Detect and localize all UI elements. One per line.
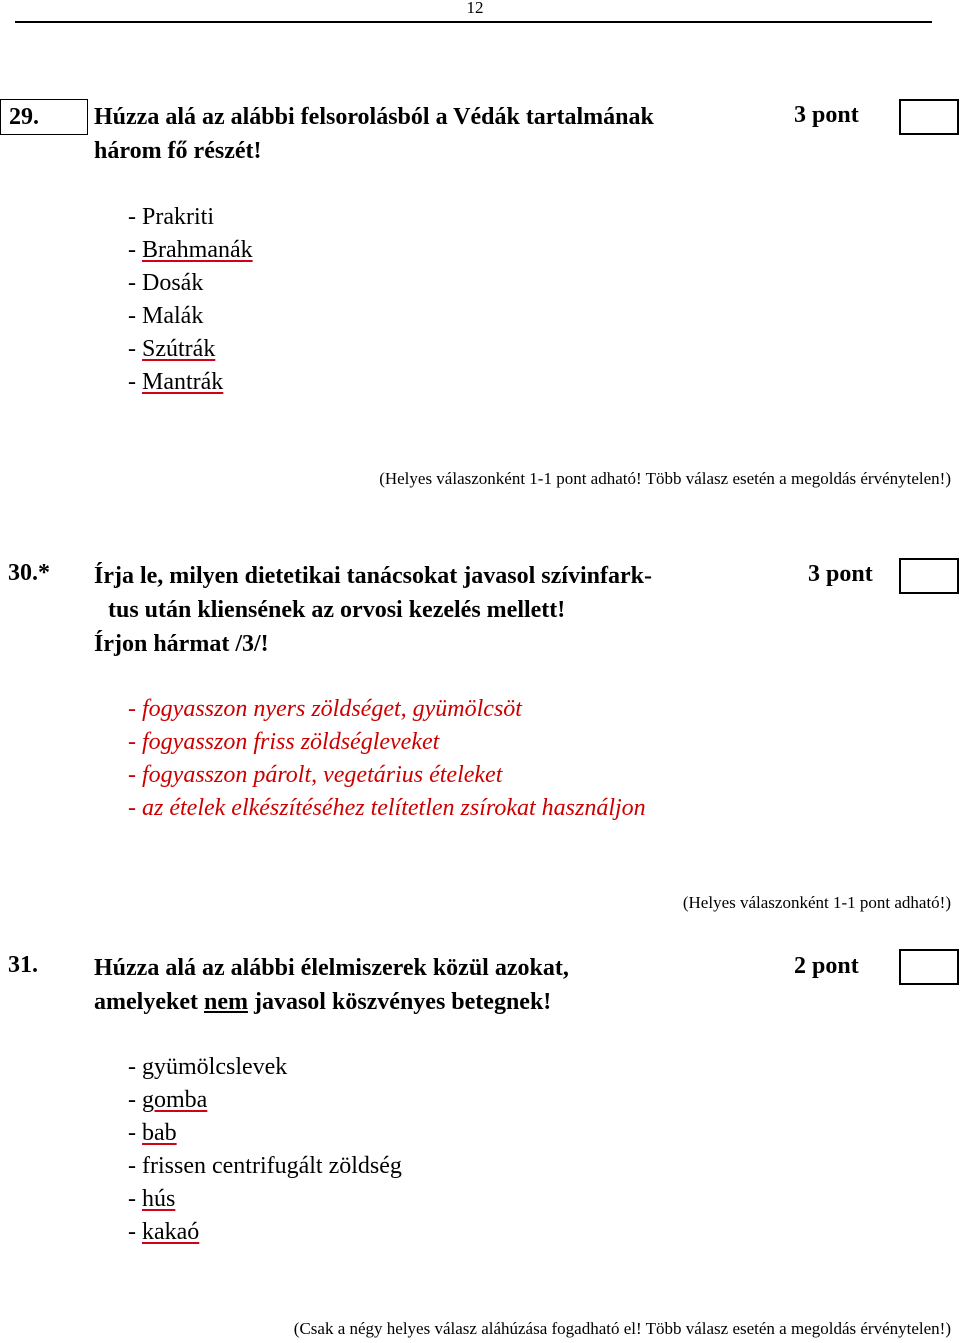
list-item: - fogyasszon párolt, vegetárius ételeket [128, 762, 503, 788]
option-text-underlined: Mantrák [142, 369, 224, 395]
list-item: - bab [128, 1120, 177, 1146]
list-item: - fogyasszon friss zöldségleveket [128, 729, 440, 755]
option-text-underlined: hús [142, 1186, 176, 1212]
answer-text: az ételek elkészítéséhez telítetlen zsírokat használjon [142, 795, 646, 821]
option-text-underlined: bab [142, 1120, 177, 1146]
list-item: - Malák [128, 303, 204, 329]
q29-scoring-note: (Helyes válaszonként 1-1 pont adható! Több válasz esetén a megoldás érvénytelen!) [379, 469, 951, 488]
option-text: Dosák [142, 270, 204, 296]
q30-score-box[interactable] [899, 558, 959, 594]
list-item: - gyümölcslevek [128, 1054, 288, 1080]
q29-text-line2: három fő részét! [94, 138, 262, 164]
answer-text: fogyasszon párolt, vegetárius ételeket [142, 762, 503, 788]
option-text: gyümölcslevek [142, 1054, 288, 1080]
list-item: - Prakriti [128, 204, 214, 230]
q30-points: 3 pont [808, 561, 873, 587]
list-item: - az ételek elkészítéséhez telítetlen zsírokat használjon [128, 795, 646, 821]
answer-text: fogyasszon nyers zöldséget, gyümölcsöt [142, 696, 522, 722]
q30-text-line3: Írjon hármat /3/! [94, 631, 269, 657]
q29-number-box [0, 99, 88, 135]
option-text: Malák [142, 303, 204, 329]
q30-text-line2: tus után kliensének az orvosi kezelés mellett! [108, 597, 566, 623]
q31-options [128, 1051, 402, 1249]
page-number: 12 [466, 0, 484, 17]
option-text-underlined: gomba [142, 1087, 208, 1113]
emphasis-not: nem [203, 989, 248, 1015]
q29-number: 29. [9, 104, 39, 130]
q30-text-line1: Írja le, milyen dietetikai tanácsokat javasol szívinfark- [94, 563, 652, 589]
q29-text-line1: Húzza alá az alábbi felsorolásból a Védák tartalmának [94, 104, 654, 130]
list-item: - kakaó [128, 1219, 200, 1245]
list-item: - Brahmanák [128, 237, 253, 263]
option-text-underlined: kakaó [142, 1219, 200, 1245]
q29-points: 3 pont [794, 102, 859, 128]
q30-answers [128, 693, 646, 825]
q31-score-box[interactable] [899, 949, 959, 985]
list-item: - Dosák [128, 270, 204, 296]
option-text: frissen centrifugált zöldség [142, 1153, 402, 1179]
q29-options [128, 201, 253, 399]
list-item: - Szútrák [128, 336, 216, 362]
q30-scoring-note: (Helyes válaszonként 1-1 pont adható!) [682, 893, 951, 912]
q31-scoring-note: (Csak a négy helyes válasz aláhúzása fogadható el! Több válasz esetén a megoldás érvénytelen!) [293, 1319, 951, 1338]
q29-score-box[interactable] [899, 99, 959, 135]
q31-points: 2 pont [794, 953, 859, 979]
list-item: - fogyasszon nyers zöldséget, gyümölcsöt [128, 696, 522, 722]
list-item: - hús [128, 1186, 176, 1212]
q30-number: 30.* [8, 560, 50, 586]
option-text: Prakriti [142, 204, 214, 230]
q31-number: 31. [8, 952, 38, 978]
q31-text-line1: Húzza alá az alábbi élelmiszerek közül azokat, [94, 955, 569, 981]
header-rule [15, 21, 932, 23]
q31-text-line2: amelyeket nem javasol köszvényes betegnek! [94, 989, 552, 1015]
list-item: - gomba [128, 1087, 208, 1113]
list-item: - frissen centrifugált zöldség [128, 1153, 402, 1179]
option-text-underlined: Brahmanák [142, 237, 253, 263]
answer-text: fogyasszon friss zöldségleveket [142, 729, 440, 755]
list-item: - Mantrák [128, 369, 224, 395]
option-text-underlined: Szútrák [142, 336, 216, 362]
